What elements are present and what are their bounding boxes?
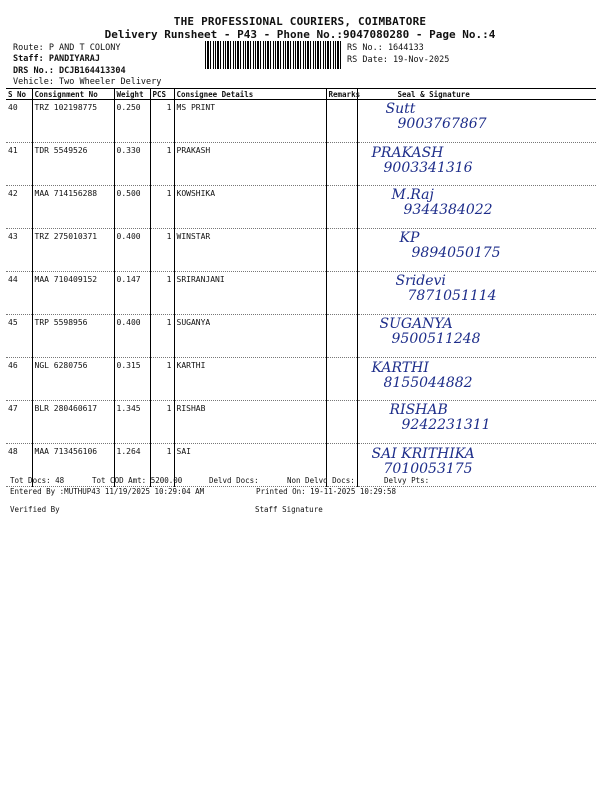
col-signature: Seal & Signature: [357, 89, 596, 100]
table-row: [6, 229, 596, 272]
cell-consignment-no: MAA 710409152: [32, 272, 114, 315]
cell-weight: 0.500: [114, 186, 150, 229]
total-cod: Tot COD Amt: 5200.00: [92, 476, 183, 485]
col-sno: S No: [6, 89, 32, 100]
col-remarks: Remarks: [326, 89, 357, 100]
cell-sno: 47: [6, 401, 32, 444]
printed-on: Printed On: 19-11-2025 10:29:58: [256, 487, 396, 496]
cell-sno: 43: [6, 229, 32, 272]
handwritten-signature: [380, 317, 481, 347]
non-delivered-docs: Non Delvd Docs:: [287, 476, 355, 485]
signature-phone: 7871051114: [407, 288, 497, 304]
table-header-row: [6, 89, 596, 100]
cell-sno: 44: [6, 272, 32, 315]
table-row: [6, 272, 596, 315]
cell-consignee: KOWSHIKA: [174, 186, 326, 229]
cell-consignment-no: TRP 5598956: [32, 315, 114, 358]
cell-consignment-no: NGL 6280756: [32, 358, 114, 401]
rs-number: RS No.: 1644133: [347, 43, 424, 53]
cell-consignee: SAI: [174, 444, 326, 487]
cell-weight: 0.250: [114, 100, 150, 143]
cell-consignee: SRIRANJANI: [174, 272, 326, 315]
signature-name: PRAKASH: [371, 145, 444, 161]
verified-by: Verified By: [10, 505, 60, 514]
signature-name: Sridevi: [395, 273, 446, 289]
col-consignee: Consignee Details: [174, 89, 326, 100]
cell-signature: [357, 143, 596, 186]
cell-sno: 45: [6, 315, 32, 358]
cell-sno: 41: [6, 143, 32, 186]
cell-pcs: 1: [150, 401, 174, 444]
signature-name: M.Raj: [391, 187, 434, 203]
signature-phone: 9242231311: [401, 417, 491, 433]
cell-consignment-no: TRZ 275010371: [32, 229, 114, 272]
table-row: [6, 401, 596, 444]
cell-remarks: [326, 143, 357, 186]
cell-remarks: [326, 315, 357, 358]
cell-signature: [357, 186, 596, 229]
cell-signature: [357, 229, 596, 272]
company-title: THE PROFESSIONAL COURIERS, COIMBATORE: [173, 15, 427, 28]
cell-sno: 42: [6, 186, 32, 229]
signature-phone: 9894050175: [411, 244, 501, 261]
rs-date: RS Date: 19-Nov-2025: [347, 55, 450, 65]
cell-consignment-no: TRZ 102198775: [32, 100, 114, 143]
cell-sno: 46: [6, 358, 32, 401]
cell-remarks: [326, 272, 357, 315]
route-label: Route: P AND T COLONY: [13, 43, 121, 53]
cell-remarks: [326, 186, 357, 229]
cell-pcs: 1: [150, 272, 174, 315]
signature-name: RISHAB: [389, 402, 448, 418]
cell-remarks: [326, 401, 357, 444]
handwritten-signature: [386, 102, 487, 132]
cell-pcs: 1: [150, 229, 174, 272]
table-row: [6, 186, 596, 229]
signature-name: KP: [399, 229, 420, 246]
signature-phone: 9003341316: [383, 160, 473, 176]
cell-weight: 0.400: [114, 229, 150, 272]
cell-consignee: RISHAB: [174, 401, 326, 444]
cell-remarks: [326, 229, 357, 272]
cell-signature: [357, 315, 596, 358]
cell-signature: [357, 358, 596, 401]
cell-consignee: PRAKASH: [174, 143, 326, 186]
signature-phone: 9003767867: [397, 116, 487, 132]
cell-consignment-no: MAA 714156288: [32, 186, 114, 229]
barcode: [205, 41, 343, 69]
cell-remarks: [326, 358, 357, 401]
cell-pcs: 1: [150, 186, 174, 229]
staff-signature: Staff Signature: [255, 505, 323, 514]
cell-consignee: SUGANYA: [174, 315, 326, 358]
cell-consignment-no: MAA 713456106: [32, 444, 114, 487]
handwritten-signature: [392, 188, 493, 218]
drs-number: DRS No.: DCJB164413304: [13, 66, 126, 76]
table-row: [6, 315, 596, 358]
table-row: [6, 358, 596, 401]
cell-signature: [357, 100, 596, 143]
runsheet-table: [6, 88, 596, 487]
cell-consignment-no: TDR 5549526: [32, 143, 114, 186]
cell-signature: [357, 401, 596, 444]
cell-weight: 0.315: [114, 358, 150, 401]
table-row: [6, 143, 596, 186]
cell-weight: 0.400: [114, 315, 150, 358]
cell-weight: 1.345: [114, 401, 150, 444]
handwritten-signature: [372, 146, 473, 176]
runsheet-subtitle: Delivery Runsheet - P43 - Phone No.:9047080280 - Page No.:4: [104, 28, 496, 41]
signature-name: KARTHI: [371, 360, 429, 377]
cell-pcs: 1: [150, 358, 174, 401]
signature-phone: 8155044882: [383, 375, 473, 392]
signature-phone: 9344384022: [403, 202, 493, 218]
col-pcs: PCS: [150, 89, 174, 100]
entered-by: Entered By :MUTHUP43 11/19/2025 10:29:04 AM: [10, 487, 205, 496]
signature-name: SUGANYA: [379, 316, 453, 333]
cell-consignment-no: BLR 280460617: [32, 401, 114, 444]
signature-name: SAI KRITHIKA: [371, 446, 475, 462]
handwritten-signature: [390, 403, 491, 433]
delivery-points: Delvy Pts:: [384, 476, 430, 485]
cell-weight: 0.330: [114, 143, 150, 186]
signature-phone: 7010053175: [383, 461, 473, 477]
delivered-docs: Delvd Docs:: [209, 476, 259, 485]
signature-phone: 9500511248: [391, 331, 481, 348]
cell-pcs: 1: [150, 143, 174, 186]
table-row: [6, 100, 596, 143]
staff-label: Staff: PANDIYARAJ: [13, 54, 100, 64]
cell-weight: 1.264: [114, 444, 150, 487]
cell-consignee: KARTHI: [174, 358, 326, 401]
col-consignment: Consignment No: [32, 89, 114, 100]
cell-consignee: WINSTAR: [174, 229, 326, 272]
cell-pcs: 1: [150, 444, 174, 487]
col-weight: Weight: [114, 89, 150, 100]
cell-weight: 0.147: [114, 272, 150, 315]
cell-sno: 40: [6, 100, 32, 143]
handwritten-signature: [396, 274, 497, 304]
handwritten-signature: [372, 447, 475, 477]
table-body: [6, 100, 596, 487]
cell-sno: 48: [6, 444, 32, 487]
cell-remarks: [326, 100, 357, 143]
cell-pcs: 1: [150, 100, 174, 143]
signature-name: Sutt: [385, 101, 416, 117]
vehicle-label: Vehicle: Two Wheeler Delivery: [13, 77, 162, 87]
handwritten-signature: [400, 231, 501, 261]
cell-signature: [357, 272, 596, 315]
cell-pcs: 1: [150, 315, 174, 358]
total-docs: Tot Docs: 48: [10, 476, 65, 485]
cell-consignee: MS PRINT: [174, 100, 326, 143]
handwritten-signature: [372, 361, 473, 391]
